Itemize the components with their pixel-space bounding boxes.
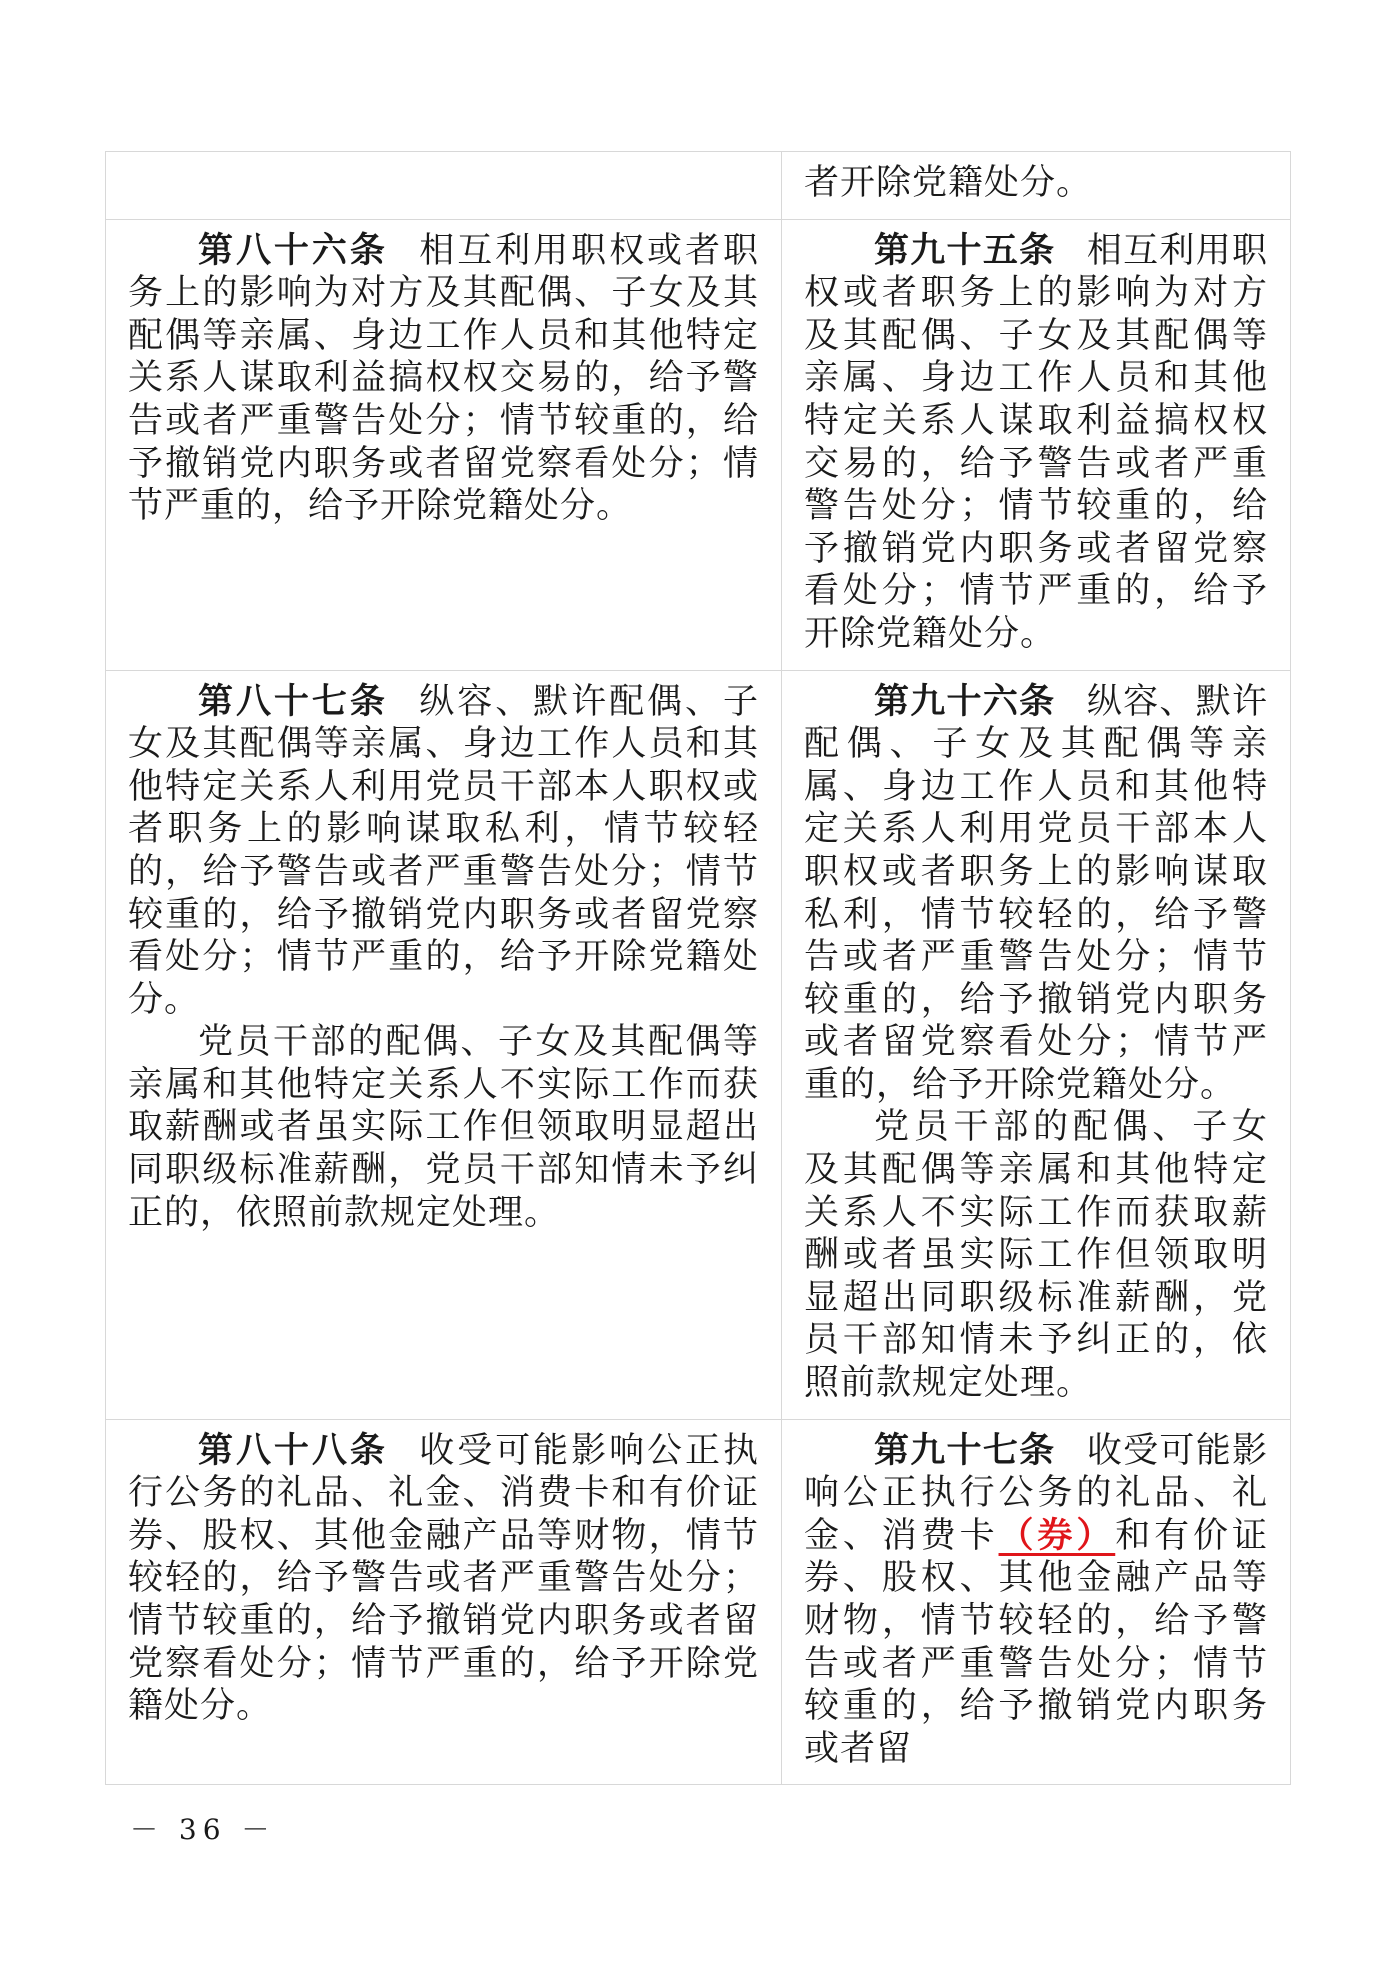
new-text-cell xyxy=(782,152,1291,220)
old-text-cell xyxy=(106,670,782,1419)
article-text: 纵容、默许配偶、子女及其配偶等亲属、身边工作人员和其他特定关系人利用党员干部本人职权或者职务上的影响谋取私利，情节较轻的，给予警告或者严重警告处分；情节较重的，给予撤销党内职务或者留党察看处分；情节严重的，给予开除党籍处分。 xyxy=(804,681,1268,1105)
article-text: 相互利用职权或者职务上的影响为对方及其配偶、子女及其配偶等亲属、身边工作人员和其他特定关系人谋取利益搞权权交易的，给予警告或者严重警告处分；情节较重的，给予撤销党内职务或者留党察看处分；情节严重的，给予开除党籍处分。 xyxy=(804,230,1268,654)
article-title: 第八十八条 xyxy=(198,1430,388,1471)
inserted-text: （券） xyxy=(998,1515,1116,1556)
article-paragraph: 党员干部的配偶、子女及其配偶等亲属和其他特定关系人不实际工作而获取薪酬或者虽实际工作但领取明显超出同职级标准薪酬，党员干部知情未予纠正的，依照前款规定处理。 xyxy=(128,1022,759,1233)
old-text-cell xyxy=(106,152,782,220)
table-row xyxy=(106,670,1291,1419)
article-title: 第九十五条 xyxy=(874,230,1056,271)
article-paragraph xyxy=(804,1430,1268,1771)
table-row xyxy=(106,152,1291,220)
article-text: 收受可能影响公正执行公务的礼品、礼金、消费卡 xyxy=(804,1430,1268,1556)
article-title: 第八十七条 xyxy=(198,681,388,722)
article-text: 相互利用职权或者职务上的影响为对方及其配偶、子女及其配偶等亲属、身边工作人员和其他特定关系人谋取利益搞权权交易的，给予警告或者严重警告处分；情节较重的，给予撤销党内职务或者留党察看处分；情节严重的，给予开除党籍处分。 xyxy=(128,230,759,527)
article-text: 者开除党籍处分。 xyxy=(804,163,1093,203)
new-text-cell xyxy=(782,1419,1291,1785)
article-paragraph: 党员干部的配偶、子女及其配偶等亲属和其他特定关系人不实际工作而获取薪酬或者虽实际工作但领取明显超出同职级标准薪酬，党员干部知情未予纠正的，依照前款规定处理。 xyxy=(804,1107,1268,1404)
old-text-cell xyxy=(106,1419,782,1785)
comparison-table xyxy=(105,151,1291,1785)
article-paragraph xyxy=(804,681,1268,1107)
article-title: 第九十七条 xyxy=(874,1430,1056,1471)
article-paragraph xyxy=(128,681,759,1022)
page-number: － 36 － xyxy=(130,1813,276,1846)
article-paragraph xyxy=(128,1430,759,1728)
article-text: 和有价证券、股权、其他金融产品等财物，情节较轻的，给予警告或者严重警告处分；情节较重的，给予撤销党内职务或者留 xyxy=(804,1515,1268,1769)
new-text-cell xyxy=(782,219,1291,670)
article-text: 纵容、默许配偶、子女及其配偶等亲属、身边工作人员和其他特定关系人利用党员干部本人职权或者职务上的影响谋取私利，情节较轻的，给予警告或者严重警告处分；情节较重的，给予撤销党内职务或者留党察看处分；情节严重的，给予开除党籍处分。 xyxy=(128,681,759,1020)
article-text: 收受可能影响公正执行公务的礼品、礼金、消费卡和有价证券、股权、其他金融产品等财物，情节较轻的，给予警告或者严重警告处分；情节较重的，给予撤销党内职务或者留党察看处分；情节严重的，给予开除党籍处分。 xyxy=(128,1430,759,1727)
article-paragraph xyxy=(128,230,759,528)
table-row xyxy=(106,1419,1291,1785)
article-paragraph xyxy=(804,230,1268,656)
article-title: 第九十六条 xyxy=(874,681,1056,722)
table-row xyxy=(106,219,1291,670)
article-title: 第八十六条 xyxy=(198,230,388,271)
old-text-cell xyxy=(106,219,782,670)
new-text-cell xyxy=(782,670,1291,1419)
